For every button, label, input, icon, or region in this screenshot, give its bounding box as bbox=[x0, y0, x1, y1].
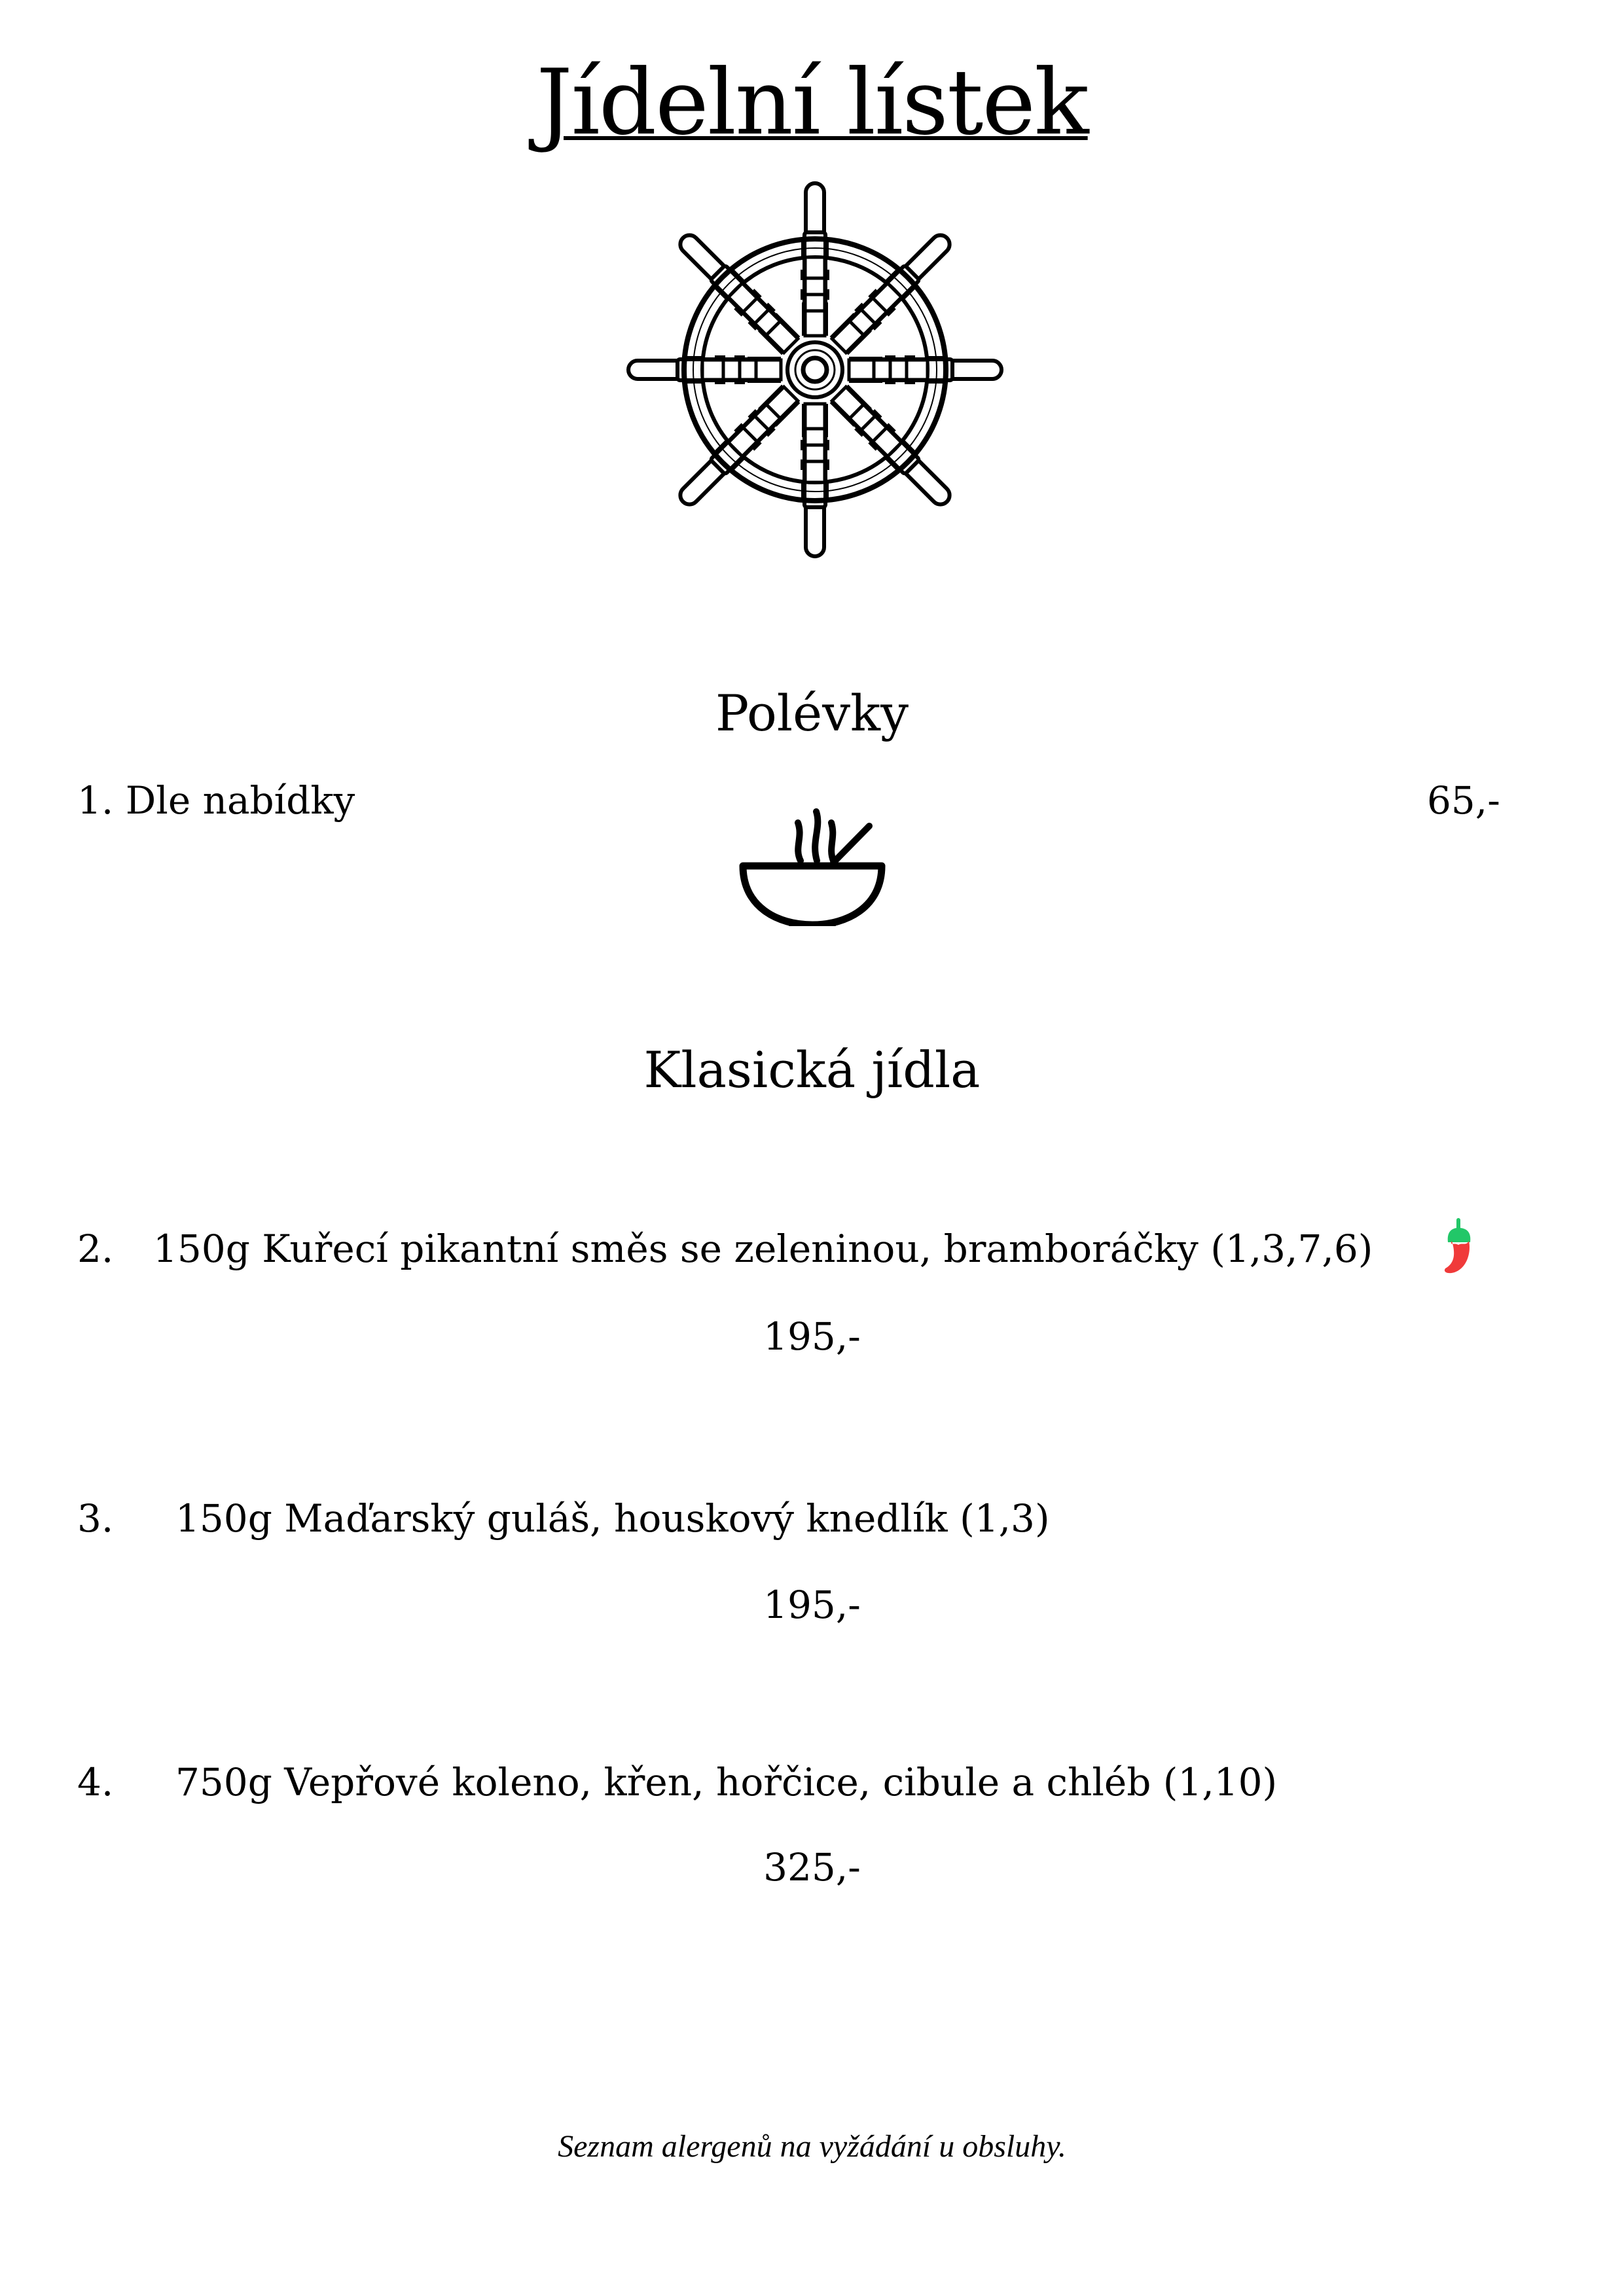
item-name: 150g Maďarský guláš, houskový knedlík (1,3) bbox=[175, 1496, 1050, 1541]
item-name: 150g Kuřecí pikantní směs se zeleninou, bramboráčky (1,3,7,6) bbox=[153, 1227, 1373, 1271]
section-title-classic-dishes: Klasická jídla bbox=[643, 1041, 981, 1099]
item-number: 2. bbox=[77, 1227, 114, 1271]
ship-wheel-icon bbox=[625, 180, 1005, 560]
item-name: 750g Vepřové koleno, křen, hořčice, cibule a chléb (1,10) bbox=[175, 1760, 1278, 1804]
page-title-text: Jídelní lístek bbox=[536, 50, 1088, 155]
item-price: 65,- bbox=[1427, 778, 1500, 823]
item-number: 1. bbox=[77, 778, 114, 823]
page-title bbox=[0, 47, 1624, 158]
menu-item-1 bbox=[77, 774, 355, 827]
chili-pepper-icon bbox=[1432, 1217, 1485, 1276]
item-number: 3. bbox=[77, 1496, 114, 1541]
item-price: 195,- bbox=[763, 1314, 861, 1359]
item-price: 325,- bbox=[763, 1845, 861, 1890]
soup-bowl-icon bbox=[730, 769, 893, 926]
item-name: Dle nabídky bbox=[125, 778, 355, 823]
allergen-note: Seznam alergenů na vyžádání u obsluhy. bbox=[558, 2129, 1066, 2164]
item-price: 195,- bbox=[763, 1583, 861, 1627]
item-number: 4. bbox=[77, 1760, 114, 1804]
section-title-soups: Polévky bbox=[715, 684, 909, 742]
